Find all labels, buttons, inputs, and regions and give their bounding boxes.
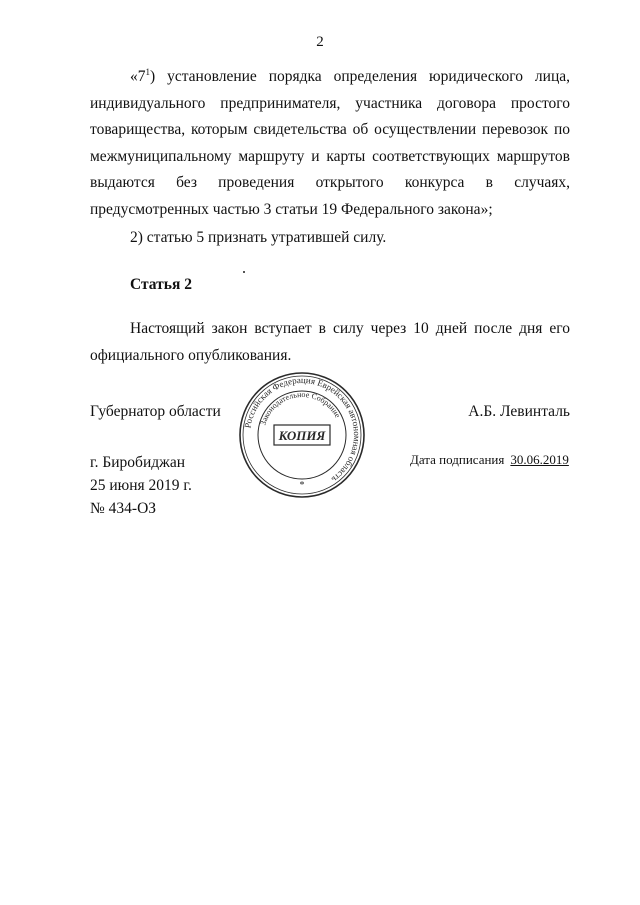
article-body bbox=[90, 316, 570, 369]
stamp-star-icon: * bbox=[299, 480, 305, 491]
item-open: «7 bbox=[130, 68, 146, 85]
signing-date-label: Дата подписания bbox=[410, 452, 505, 467]
official-stamp bbox=[237, 370, 367, 500]
issue-date: 25 июня 2019 г. bbox=[90, 477, 192, 494]
signer-title: Губернатор области bbox=[90, 403, 221, 420]
article-text: Настоящий закон вступает в силу через 10 дней после дня его официального опубликования. bbox=[90, 320, 570, 364]
page-number: 2 bbox=[316, 34, 324, 50]
paragraph-item-7 bbox=[90, 64, 570, 223]
scan-dot bbox=[243, 271, 245, 273]
signing-date bbox=[410, 452, 569, 468]
paragraph-item-2: 2) статью 5 признать утратившей силу. bbox=[130, 229, 387, 246]
stamp-ring-text: Российская Федерация Еврейская автономная область bbox=[242, 374, 363, 485]
issue-details bbox=[90, 451, 192, 520]
issue-place: г. Биробиджан bbox=[90, 454, 186, 471]
item-close: ) bbox=[150, 68, 156, 85]
item-text: установление порядка определения юридического лица, индивидуального предпринимателя, участника договора простого товарищества, которым свидетельства об осуществлении перевозок по межмуниципальному маршруту и карты соответствующих маршрутов выдаются без проведения открытого конкурса в случаях, предусмотренных частью 3 статьи 19 Федерального закона»; bbox=[90, 68, 570, 218]
stamp-center-text: КОПИЯ bbox=[278, 428, 326, 443]
signer-name: А.Б. Левинталь bbox=[468, 403, 570, 420]
article-heading: Статья 2 bbox=[130, 276, 192, 293]
stamp-inner-text: Законодательное Собрание bbox=[258, 389, 343, 427]
item-superscript: 1 bbox=[145, 67, 150, 77]
law-number: № 434-ОЗ bbox=[90, 500, 157, 517]
signing-date-value: 30.06.2019 bbox=[510, 452, 569, 467]
amendment-block bbox=[90, 64, 570, 252]
